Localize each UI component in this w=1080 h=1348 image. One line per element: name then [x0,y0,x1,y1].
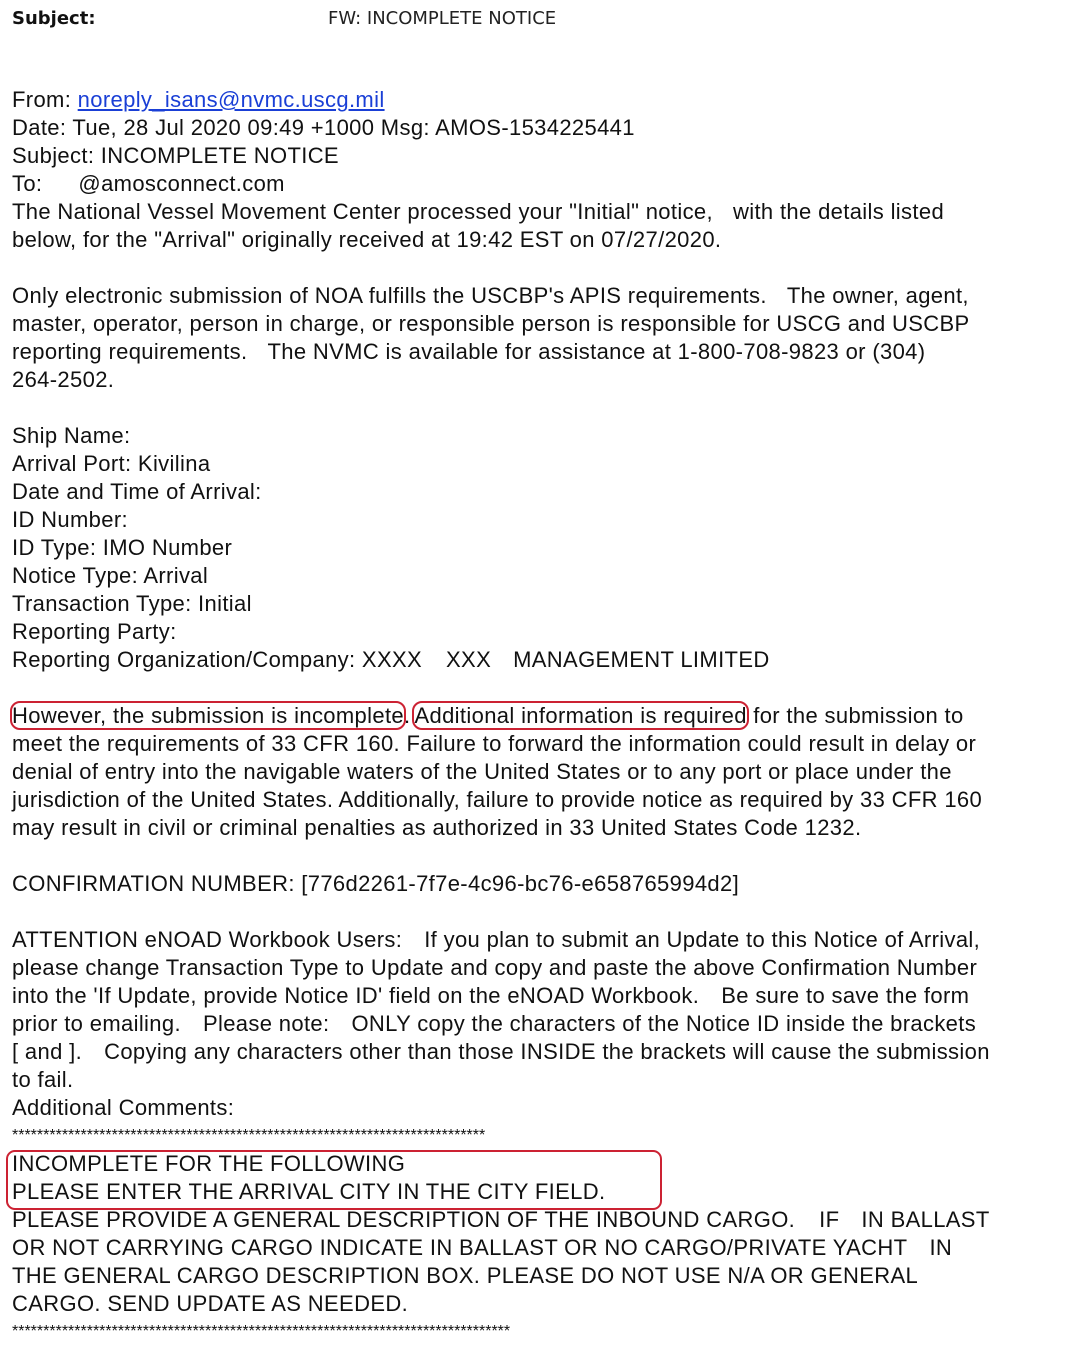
stars-divider-top: **************************************************************************** [12,1127,486,1144]
comments-line-3: PLEASE PROVIDE A GENERAL DESCRIPTION OF THE INBOUND CARGO. IF IN BALLAST [12,1207,990,1232]
incomplete-line-1: However, the submission is incomplete. Additional information is required for the submission to [12,703,964,728]
apis-line-4: 264-2502. [12,367,115,392]
subject-label: Subject: [12,8,96,29]
intro-line-2: below, for the "Arrival" originally received at 19:42 EST on 07/27/2020. [12,227,722,252]
subject-line: Subject: INCOMPLETE NOTICE [12,143,339,168]
comments-line-1: INCOMPLETE FOR THE FOLLOWING [12,1151,406,1176]
incomplete-line-4: jurisdiction of the United States. Additionally, failure to provide notice as required by 33 CFR 160 [12,787,983,812]
comments-line-5: THE GENERAL CARGO DESCRIPTION BOX. PLEASE DO NOT USE N/A OR GENERAL [12,1263,919,1288]
attention-line-3: into the 'If Update, provide Notice ID' field on the eNOAD Workbook. Be sure to save the form [12,983,970,1008]
comments-line-6: CARGO. SEND UPDATE AS NEEDED. [12,1291,409,1316]
detail-id-type: ID Type: IMO Number [12,535,233,560]
incomplete-line-2: meet the requirements of 33 CFR 160. Failure to forward the information could result in delay or [12,731,977,756]
apis-line-2: master, operator, person in charge, or responsible person is responsible for USCG and USCBP [12,311,970,336]
detail-arrival-port: Arrival Port: Kivilina [12,451,211,476]
apis-line-3: reporting requirements. The NVMC is available for assistance at 1-800-708-9823 or (304) [12,339,926,364]
attention-line-1: ATTENTION eNOAD Workbook Users: If you plan to submit an Update to this Notice of Arrival, [12,927,981,952]
comments-line-2: PLEASE ENTER THE ARRIVAL CITY IN THE CITY FIELD. [12,1179,606,1204]
from-line: From: noreply_isans@nvmc.uscg.mil [12,87,385,112]
to-line: To: @amosconnect.com [12,171,285,196]
detail-reporting-org: Reporting Organization/Company: XXXX XXX MANAGEMENT LIMITED [12,647,770,672]
intro-line-1: The National Vessel Movement Center processed your "Initial" notice, with the details listed [12,199,945,224]
attention-line-2: please change Transaction Type to Update and copy and paste the above Confirmation Number [12,955,978,980]
attention-line-6: to fail. [12,1067,74,1092]
comments-label: Additional Comments: [12,1095,235,1120]
highlight-additional-info: Additional information is required [414,703,747,728]
detail-ship-name: Ship Name: [12,423,131,448]
detail-reporting-party: Reporting Party: [12,619,177,644]
attention-line-5: [ and ]. Copying any characters other than those INSIDE the brackets will cause the submission [12,1039,990,1064]
attention-line-4: prior to emailing. Please note: ONLY copy the characters of the Notice ID inside the brackets [12,1011,977,1036]
notice-details [12,422,1074,674]
highlight-incomplete: However, the submission is incomplete [12,703,405,728]
incomplete-line-5: may result in civil or criminal penalties as authorized in 33 United States Code 1232. [12,815,862,840]
additional-comments [12,1094,1074,1346]
date-line: Date: Tue, 28 Jul 2020 09:49 +1000 Msg: AMOS-1534225441 [12,115,635,140]
from-email-link[interactable]: noreply_isans@nvmc.uscg.mil [77,87,385,112]
stars-divider-bottom: ******************************************************************************** [12,1323,511,1340]
confirmation-number: CONFIRMATION NUMBER: [776d2261-7f7e-4c96-bc76-e658765994d2] [12,871,740,896]
comments-line-4: OR NOT CARRYING CARGO INDICATE IN BALLAST OR NO CARGO/PRIVATE YACHT IN [12,1235,953,1260]
subject-value: FW: INCOMPLETE NOTICE [328,8,557,29]
detail-id-number: ID Number: [12,507,128,532]
highlight-arrival-city [12,1150,1074,1206]
detail-transaction-type: Transaction Type: Initial [12,591,252,616]
incomplete-paragraph [12,702,1074,842]
detail-arrival-time: Date and Time of Arrival: [12,479,262,504]
incomplete-line-3: denial of entry into the navigable waters of the United States or to any port or place under the [12,759,952,784]
email-body [12,86,1074,1346]
apis-line-1: Only electronic submission of NOA fulfills the USCBP's APIS requirements. The owner, agent, [12,283,969,308]
attention-paragraph [12,926,1074,1094]
detail-notice-type: Notice Type: Arrival [12,563,209,588]
